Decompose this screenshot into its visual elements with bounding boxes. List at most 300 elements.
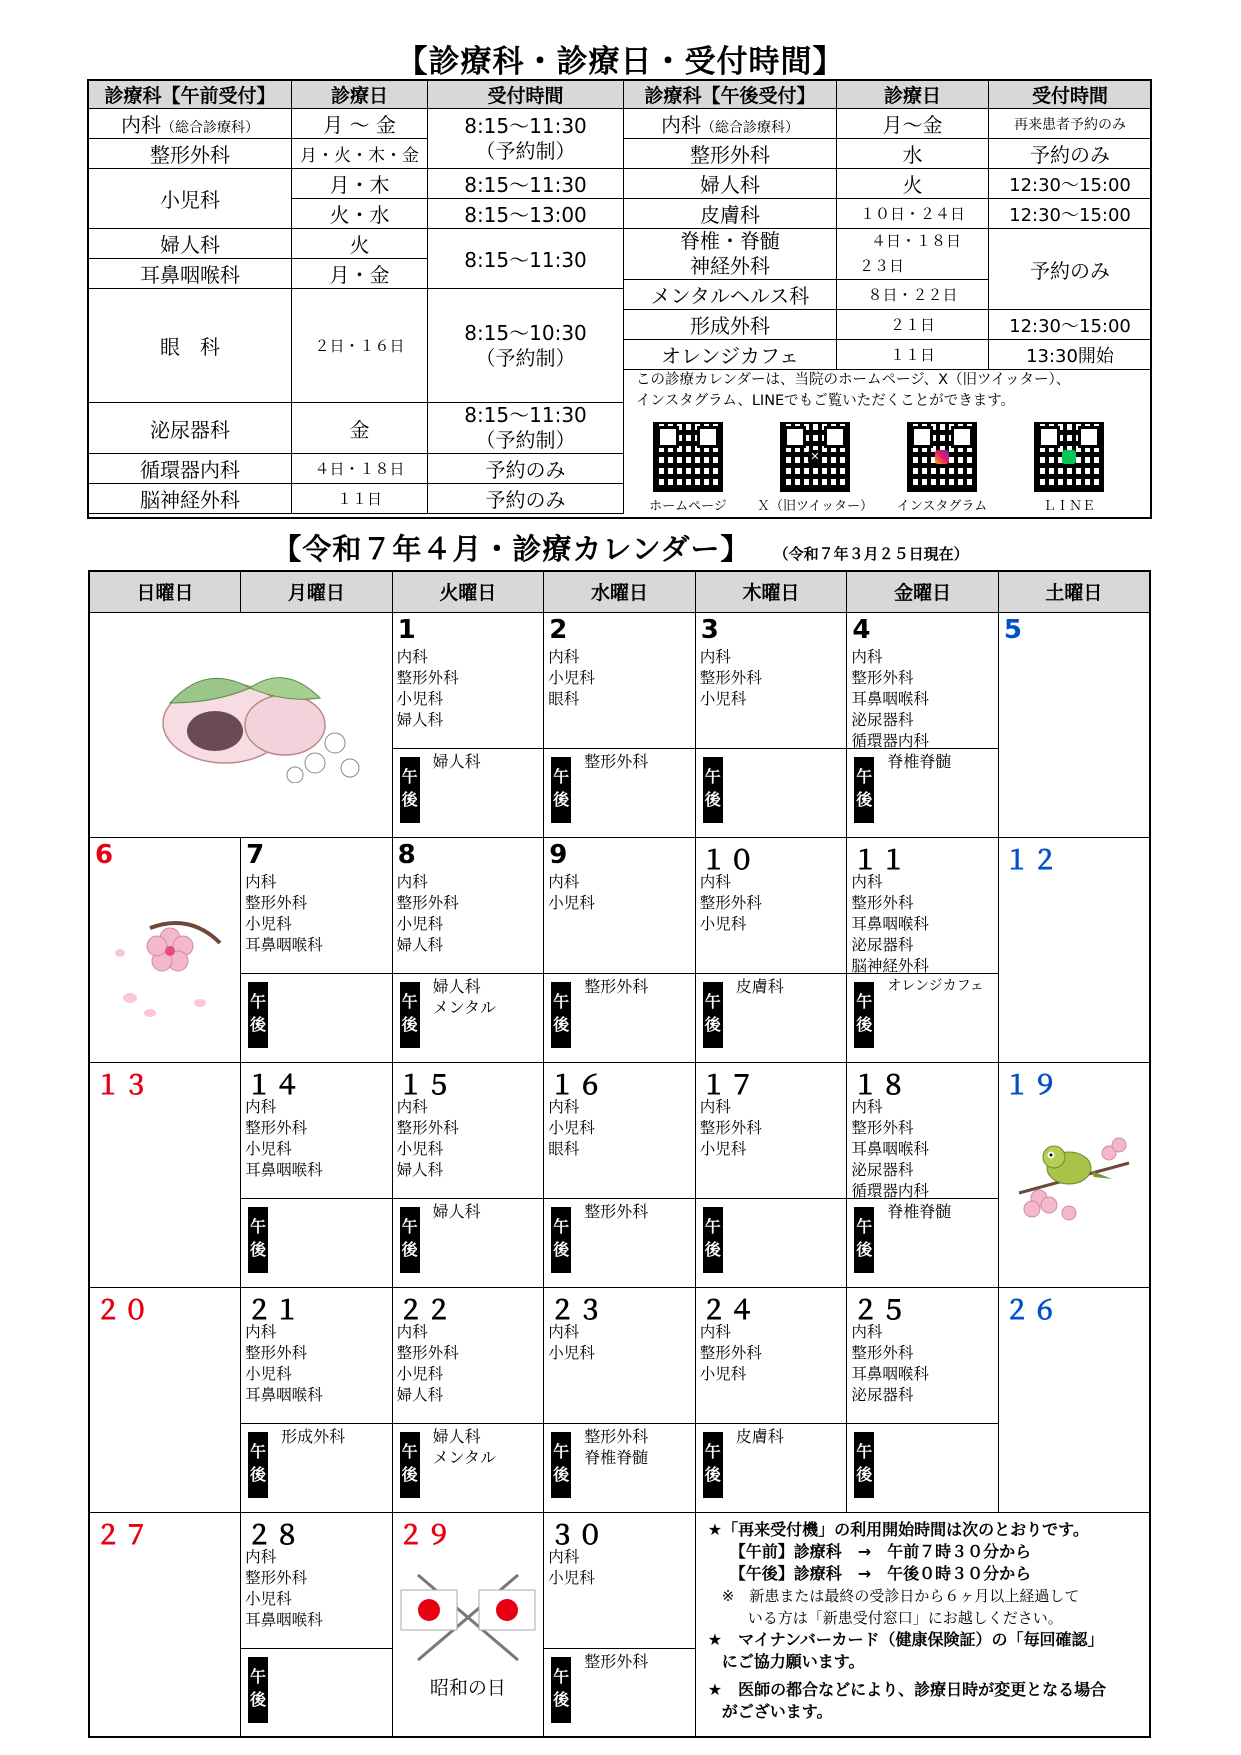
day-9[interactable] — [544, 837, 696, 1062]
day-7[interactable] — [241, 837, 393, 1062]
am-list — [245, 872, 323, 956]
pm-list — [584, 1201, 648, 1222]
note-line: いる方は「新患受付窓口」にお越しください。 — [747, 1608, 1063, 1627]
dept-entry: 内科 — [699, 647, 731, 666]
morning-schedule-table — [88, 80, 624, 514]
qr-instagram[interactable] — [882, 422, 1002, 514]
sns-text-line-1: この診療カレンダーは、当院のホームページ、X（旧ツイッター）、 — [636, 372, 1071, 388]
day-13[interactable] — [89, 1062, 241, 1287]
day-11[interactable] — [847, 837, 999, 1062]
day-number: 7 — [246, 839, 267, 870]
day-number: 9 — [549, 839, 570, 870]
pm-section — [544, 973, 695, 1057]
days-hinyo: 金 — [292, 403, 428, 454]
dept-ganka: 眼 科 — [89, 289, 292, 403]
am-list — [245, 1322, 323, 1406]
pm-section — [847, 1423, 998, 1507]
pm-list — [433, 976, 496, 1018]
line-icon — [1034, 422, 1104, 492]
day-number: 2 — [549, 614, 570, 645]
am-list — [851, 647, 929, 752]
days-ganka: ２日・１６日 — [292, 289, 428, 403]
days-shoni-1: 月・木 — [292, 169, 428, 199]
dept-entry: 整形外科 — [851, 1118, 914, 1137]
dept-entry: 脊椎脊髄 — [887, 751, 952, 771]
dept-entry: 内科 — [851, 1097, 883, 1116]
dept-entry: 小児科 — [548, 1118, 595, 1137]
am-list — [397, 1322, 459, 1406]
dept-entry: 脳神経外科 — [851, 956, 929, 975]
note-line: がございます。 — [721, 1701, 833, 1721]
day-number: 8 — [397, 839, 418, 870]
header-time: 受付時間 — [428, 81, 624, 109]
dept-entry: 内科 — [548, 872, 580, 891]
notes — [708, 1519, 1158, 1723]
pm-label: 午 後 — [703, 1207, 723, 1273]
dept-entry: 内科 — [245, 872, 277, 891]
am-list — [700, 1322, 762, 1385]
pm-label: 午 後 — [551, 1657, 571, 1723]
dept-entry: 脊椎脊髄 — [887, 1201, 952, 1221]
day-18[interactable] — [847, 1062, 999, 1287]
dept-fujin: 婦人科 — [89, 229, 292, 259]
day-number: 6 — [95, 839, 116, 870]
am-list — [548, 1097, 595, 1160]
dept-entry: 泌尿器科 — [851, 1385, 914, 1404]
dept-entry: 内科 — [396, 647, 428, 666]
weekday-fri: 金曜日 — [847, 571, 999, 612]
dept-entry: 小児科 — [396, 1139, 444, 1158]
dept-entry: 耳鼻咽喉科 — [851, 1364, 929, 1383]
day-number: ２０ — [95, 1295, 152, 1326]
days-fujin: 火 — [292, 229, 428, 259]
time-hinyo: 8:15～11:30 （予約制） — [428, 403, 624, 454]
dept-entry: 整形外科 — [396, 1118, 459, 1137]
dept-entry: 耳鼻咽喉科 — [851, 1139, 929, 1158]
time-ganka: 8:15～10:30 （予約制） — [428, 289, 624, 403]
dept-naika: 内科（総合診療科） — [89, 109, 292, 139]
day-1[interactable] — [392, 612, 544, 837]
time-fujin-jibi: 8:15～11:30 — [428, 229, 624, 289]
weekday-sun: 日曜日 — [89, 571, 241, 612]
calendar-title-row — [0, 527, 1241, 568]
pm-dept-keisei: 形成外科 — [624, 310, 837, 340]
qr-label-line: ＬＩＮＥ — [1042, 499, 1095, 514]
dept-entry: 内科 — [396, 872, 428, 891]
dept-entry: 泌尿器科 — [851, 710, 914, 729]
days-seikei: 月・火・木・金 — [292, 139, 428, 169]
dept-entry: 眼科 — [548, 1139, 580, 1158]
pm-label: 午 後 — [248, 982, 268, 1048]
illustration-cell — [89, 612, 392, 837]
dept-entry: 耳鼻咽喉科 — [851, 689, 929, 708]
dept-entry: 小児科 — [245, 1364, 292, 1383]
qr-label-homepage: ホームページ — [649, 499, 727, 514]
pm-label: 午 後 — [248, 1657, 268, 1723]
pm-list — [433, 1426, 496, 1468]
bird-blossom-icon — [1014, 1123, 1134, 1233]
dept-entry: 小児科 — [699, 1364, 747, 1383]
days-junkan: ４日・１８日 — [292, 454, 428, 484]
dept-entry: 内科 — [548, 647, 580, 666]
pm-time-fujin: 12:30～15:00 — [989, 169, 1152, 199]
day-30[interactable] — [544, 1512, 696, 1737]
dept-entry: 耳鼻咽喉科 — [245, 1160, 323, 1179]
dept-entry: 小児科 — [396, 914, 444, 933]
dept-entry: 整形外科 — [396, 893, 459, 912]
header-days-pm: 診療日 — [837, 81, 989, 109]
dept-entry: 内科 — [851, 647, 883, 666]
dept-entry: 小児科 — [245, 914, 292, 933]
header-dept: 診療科【午前受付】 — [89, 81, 292, 109]
dept-entry: 婦人科 — [432, 976, 481, 996]
pm-section — [393, 748, 544, 832]
dept-entry: 内科 — [851, 872, 883, 891]
pm-list — [584, 1651, 648, 1672]
dept-entry: 婦人科 — [396, 935, 444, 954]
day-number: ２７ — [95, 1520, 152, 1551]
japan-flags-icon — [398, 1565, 538, 1665]
qr-line[interactable] — [1009, 422, 1129, 514]
day-16[interactable] — [544, 1062, 696, 1287]
pm-section — [544, 1198, 695, 1282]
sns-section — [624, 364, 1151, 518]
am-list — [851, 1097, 929, 1202]
dept-entry: 整形外科 — [245, 1568, 308, 1587]
am-list — [245, 1097, 323, 1181]
days-shoni-2: 火・水 — [292, 199, 428, 229]
dept-entry: 耳鼻咽喉科 — [245, 1610, 323, 1629]
am-list — [700, 872, 762, 935]
am-list — [548, 1547, 595, 1589]
qr-x[interactable] — [755, 422, 875, 514]
qr-label-x: Ｘ（旧ツイッター） — [756, 499, 874, 514]
dept-entry: 内科 — [699, 1097, 731, 1116]
day-8[interactable] — [392, 837, 544, 1062]
day-number: １２ — [1003, 845, 1060, 876]
days-naika: 月 ～ 金 — [292, 109, 428, 139]
dept-entry: 婦人科 — [432, 1201, 481, 1221]
dept-seikei: 整形外科 — [89, 139, 292, 169]
pm-label: 午 後 — [551, 1432, 571, 1498]
day-number: 3 — [700, 614, 721, 645]
pm-section — [696, 1198, 847, 1282]
day-12[interactable] — [998, 837, 1150, 1062]
pm-days-naika: 月～金 — [837, 109, 989, 139]
header-dept-pm: 診療科【午後受付】 — [624, 81, 837, 109]
pm-list — [433, 751, 481, 772]
day-2[interactable] — [544, 612, 696, 837]
pm-list — [887, 976, 984, 997]
dept-entry: 整形外科 — [245, 1343, 308, 1362]
day-17[interactable] — [695, 1062, 847, 1287]
pm-time-keisei: 12:30～15:00 — [989, 310, 1152, 340]
dept-entry: 内科 — [245, 1547, 277, 1566]
pm-time-naika: 再来患者予約のみ — [989, 109, 1152, 139]
day-number: １５ — [397, 1070, 454, 1101]
dept-entry: 整形外科 — [245, 1118, 308, 1137]
pm-list — [433, 1201, 481, 1222]
day-number: ２９ — [397, 1520, 454, 1551]
pm-dept-hifu: 皮膚科 — [624, 199, 837, 229]
dept-entry: 整形外科 — [699, 668, 762, 687]
day-25[interactable] — [847, 1287, 999, 1512]
day-26[interactable] — [998, 1287, 1150, 1512]
day-3[interactable] — [695, 612, 847, 837]
dept-entry: 内科 — [548, 1322, 580, 1341]
dept-hinyo: 泌尿器科 — [89, 403, 292, 454]
note-line: ※ 新患または最終の受診日から６ヶ月以上経過して — [721, 1586, 1080, 1605]
day-5[interactable] — [998, 612, 1150, 837]
time-noushin: 予約のみ — [428, 484, 624, 514]
am-list — [851, 1322, 929, 1406]
sakura-mochi-icon — [145, 663, 375, 783]
pm-label: 午 後 — [703, 757, 723, 823]
am-list — [548, 647, 595, 710]
dept-entry: 小児科 — [396, 689, 444, 708]
note-line: 【午後】診療科 → 午後０時３０分から — [729, 1563, 1032, 1583]
dept-entry: 小児科 — [548, 893, 595, 912]
pm-dept-fujin: 婦人科 — [624, 169, 837, 199]
note-line: ★ 医師の都合などにより、診療日時が変更となる場合 — [707, 1679, 1107, 1699]
pm-section — [847, 973, 998, 1057]
instagram-icon — [907, 422, 977, 492]
pm-section — [393, 1198, 544, 1282]
pm-list — [584, 1426, 648, 1468]
day-4[interactable] — [847, 612, 999, 837]
afternoon-schedule-table — [623, 80, 1152, 370]
pm-label: 午 後 — [551, 982, 571, 1048]
days-jibi: 月・金 — [292, 259, 428, 289]
day-number: 4 — [852, 614, 873, 645]
dept-entry: 内科 — [396, 1097, 428, 1116]
pm-label: 午 後 — [400, 1432, 420, 1498]
pm-days-seikei: 水 — [837, 139, 989, 169]
pm-dept-seikei: 整形外科 — [624, 139, 837, 169]
pm-time-seikei: 予約のみ — [989, 139, 1152, 169]
pm-dept-sekitsui: 脊椎・脊髄 神経外科 — [624, 229, 837, 280]
time-shoni-2: 8:15～13:00 — [428, 199, 624, 229]
day-6[interactable] — [89, 837, 241, 1062]
day-number: ２１ — [246, 1295, 303, 1326]
pm-days-fujin: 火 — [837, 169, 989, 199]
day-number: １４ — [246, 1070, 303, 1101]
dept-entry: 婦人科 — [396, 1385, 444, 1404]
pm-section — [393, 1423, 544, 1507]
pm-section — [847, 1198, 998, 1282]
day-23[interactable] — [544, 1287, 696, 1512]
weekday-tue: 火曜日 — [392, 571, 544, 612]
dept-entry: 整形外科 — [584, 1651, 649, 1671]
day-number: ２８ — [246, 1520, 303, 1551]
pm-section — [544, 748, 695, 832]
dept-entry: 整形外科 — [584, 751, 649, 771]
pm-list — [887, 751, 951, 772]
day-number: １０ — [700, 845, 757, 876]
pm-label: 午 後 — [551, 757, 571, 823]
day-14[interactable] — [241, 1062, 393, 1287]
dept-entry: 婦人科 — [432, 1426, 481, 1446]
dept-entry: 内科 — [548, 1097, 580, 1116]
pm-days-orange: １１日 — [837, 340, 989, 370]
pm-label: 午 後 — [703, 1432, 723, 1498]
pm-list — [887, 1201, 951, 1222]
am-list — [700, 647, 762, 710]
dept-entry: 耳鼻咽喉科 — [245, 1385, 323, 1404]
schedule-title: 【診療科・診療日・受付時間】 — [396, 44, 845, 80]
header-time-pm: 受付時間 — [989, 81, 1152, 109]
day-number: １８ — [852, 1070, 909, 1101]
day-number: 5 — [1003, 614, 1024, 645]
dept-entry: 整形外科 — [699, 1343, 762, 1362]
pm-time-hifu: 12:30～15:00 — [989, 199, 1152, 229]
note-line: 【午前】診療科 → 午前７時３０分から — [729, 1541, 1032, 1561]
pm-section — [696, 748, 847, 832]
pm-label: 午 後 — [854, 757, 874, 823]
am-list — [397, 647, 459, 731]
day-number: ２４ — [700, 1295, 757, 1326]
am-list — [397, 1097, 459, 1181]
am-list — [548, 872, 595, 914]
pm-label: 午 後 — [400, 757, 420, 823]
dept-entry: 内科 — [245, 1097, 277, 1116]
dept-shoni: 小児科 — [89, 169, 292, 229]
weekday-thu: 木曜日 — [695, 571, 847, 612]
day-27[interactable] — [89, 1512, 241, 1737]
dept-junkan: 循環器内科 — [89, 454, 292, 484]
dept-entry: オレンジカフェ — [887, 977, 984, 994]
am-list — [245, 1547, 323, 1631]
dept-entry: 整形外科 — [584, 1426, 649, 1446]
dept-entry: 小児科 — [245, 1139, 292, 1158]
day-21[interactable] — [241, 1287, 393, 1512]
pm-days-hifu: １０日・２４日 — [837, 199, 989, 229]
pm-section — [241, 1198, 392, 1282]
dept-jibi: 耳鼻咽喉科 — [89, 259, 292, 289]
weekday-wed: 水曜日 — [544, 571, 696, 612]
dept-entry: 内科 — [699, 1322, 731, 1341]
notes-cell — [695, 1512, 1150, 1737]
day-number: ２６ — [1003, 1295, 1060, 1326]
pm-label: 午 後 — [551, 1207, 571, 1273]
dept-entry: 小児科 — [699, 914, 747, 933]
qr-homepage[interactable] — [628, 422, 748, 514]
pm-days-mental: ８日・２２日 — [837, 280, 989, 310]
dept-entry: 耳鼻咽喉科 — [851, 914, 929, 933]
dept-entry: 整形外科 — [396, 1343, 459, 1362]
day-24[interactable] — [695, 1287, 847, 1512]
dept-entry: 眼科 — [548, 689, 580, 708]
dept-entry: 内科 — [851, 1322, 883, 1341]
pm-section — [393, 973, 544, 1057]
pm-section — [241, 973, 392, 1057]
day-28[interactable] — [241, 1512, 393, 1737]
dept-entry: 内科 — [699, 872, 731, 891]
dept-entry: 整形外科 — [584, 976, 649, 996]
dept-entry: 脊椎脊髄 — [584, 1447, 649, 1467]
dept-entry: 泌尿器科 — [851, 935, 914, 954]
day-number: １７ — [700, 1070, 757, 1101]
pm-label: 午 後 — [248, 1207, 268, 1273]
calendar-title: 【令和７年４月・診療カレンダー】 — [272, 532, 751, 566]
dept-entry: 内科 — [245, 1322, 277, 1341]
weekday-sat: 土曜日 — [998, 571, 1150, 612]
day-number: １３ — [95, 1070, 152, 1101]
day-number: １６ — [549, 1070, 606, 1101]
sns-text-line-2: インスタグラム、LINEでもご覧いただくことができます。 — [636, 393, 1016, 409]
time-junkan: 予約のみ — [428, 454, 624, 484]
dept-entry: 皮膚科 — [735, 976, 784, 996]
holiday-label: 昭和の日 — [429, 1676, 506, 1699]
qr-code-icon — [653, 422, 723, 492]
pm-section — [241, 1423, 392, 1507]
day-22[interactable] — [392, 1287, 544, 1512]
dept-entry: 整形外科 — [851, 893, 914, 912]
pm-list — [584, 976, 648, 997]
day-10[interactable] — [695, 837, 847, 1062]
am-list — [851, 872, 929, 977]
x-logo-icon: ✕ — [780, 422, 850, 492]
dept-entry: 婦人科 — [396, 710, 444, 729]
dept-entry: 整形外科 — [584, 1201, 649, 1221]
dept-entry: 小児科 — [699, 689, 747, 708]
dept-noushin: 脳神経外科 — [89, 484, 292, 514]
pm-list — [736, 1426, 784, 1447]
dept-entry: 内科 — [396, 1322, 428, 1341]
dept-entry: 小児科 — [245, 1589, 292, 1608]
dept-entry: 整形外科 — [851, 668, 914, 687]
time-naika-seikei: 8:15～11:30 （予約制） — [428, 109, 624, 169]
day-number: 1 — [397, 614, 418, 645]
pm-dept-mental: メンタルヘルス科 — [624, 280, 837, 310]
pm-list — [584, 751, 648, 772]
day-19[interactable] — [998, 1062, 1150, 1287]
weekday-mon: 月曜日 — [241, 571, 393, 612]
sns-description — [636, 370, 1146, 412]
pm-section — [696, 1423, 847, 1507]
header-days: 診療日 — [292, 81, 428, 109]
pm-time-sekitsui: 予約のみ — [989, 229, 1152, 310]
dept-entry: 整形外科 — [396, 668, 459, 687]
am-list — [548, 1322, 595, 1364]
pm-label: 午 後 — [854, 982, 874, 1048]
pm-label: 午 後 — [400, 1207, 420, 1273]
day-29[interactable] — [392, 1512, 544, 1737]
pm-days-keisei: ２１日 — [837, 310, 989, 340]
pm-section — [847, 748, 998, 832]
calendar-table — [88, 570, 1151, 1738]
pm-list — [736, 976, 784, 997]
dept-entry: 皮膚科 — [735, 1426, 784, 1446]
day-number: ２３ — [549, 1295, 606, 1326]
pm-label: 午 後 — [854, 1207, 874, 1273]
pm-label: 午 後 — [703, 982, 723, 1048]
day-20[interactable] — [89, 1287, 241, 1512]
day-number: ３０ — [549, 1520, 606, 1551]
pm-section — [544, 1423, 695, 1507]
day-15[interactable] — [392, 1062, 544, 1287]
dept-entry: 整形外科 — [851, 1343, 914, 1362]
pm-label: 午 後 — [400, 982, 420, 1048]
day-number: １９ — [1003, 1070, 1060, 1101]
dept-entry: 小児科 — [396, 1364, 444, 1383]
pm-list — [281, 1426, 345, 1447]
dept-entry: 循環器内科 — [851, 731, 929, 750]
pm-days-sekitsui: ４日・１８日 ２３日 — [837, 229, 989, 280]
dept-entry: 小児科 — [548, 1343, 595, 1362]
dept-entry: 小児科 — [548, 1568, 595, 1587]
pm-section — [696, 973, 847, 1057]
